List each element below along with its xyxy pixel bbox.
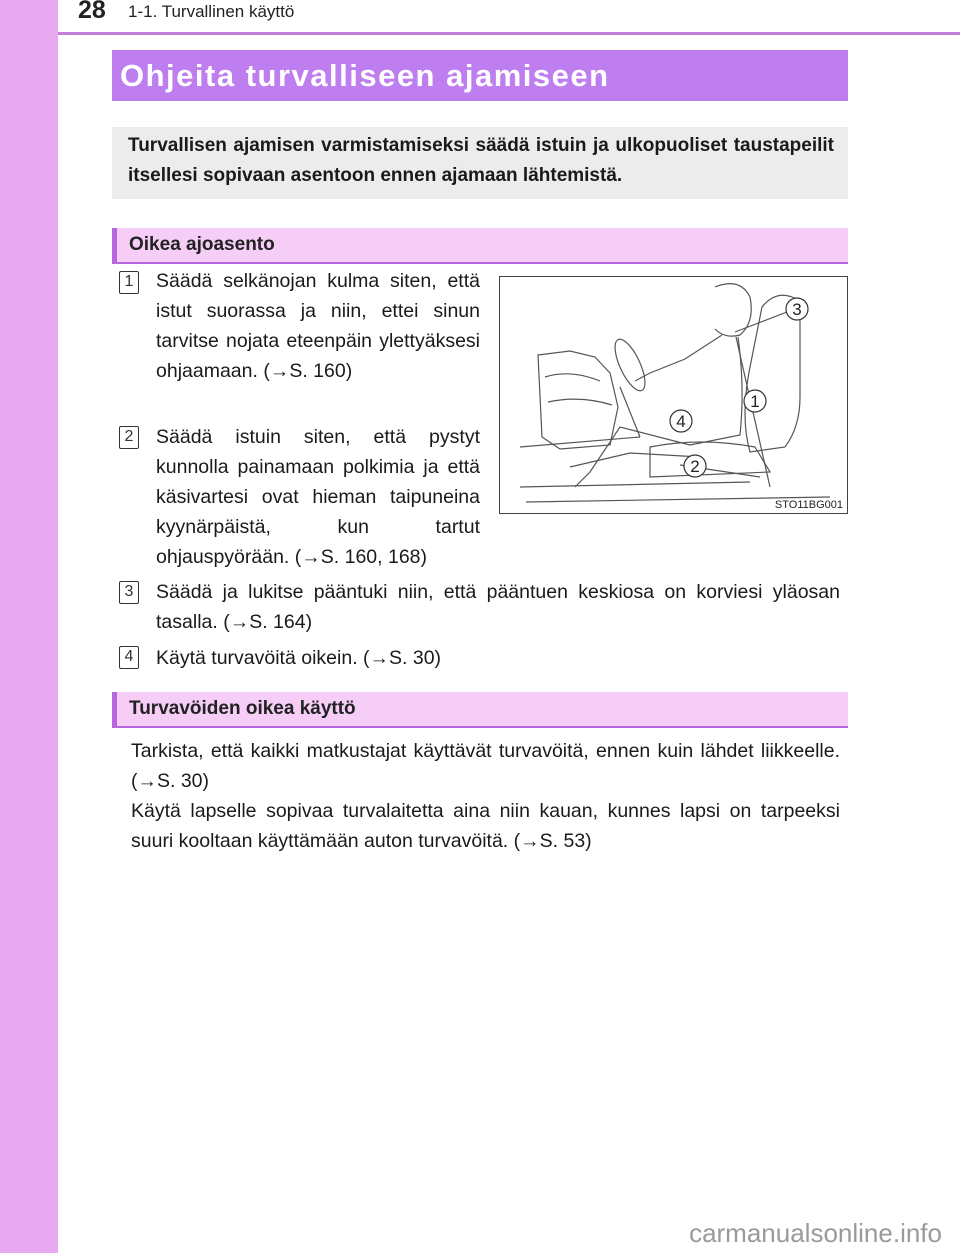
- figure-code: STO11BG001: [774, 499, 843, 511]
- seat-cushion: [650, 442, 770, 477]
- item-number-2: 2: [119, 426, 139, 449]
- driver-arm: [635, 335, 722, 381]
- item-number-1: 1: [119, 271, 139, 294]
- callout-2: 2: [690, 457, 700, 476]
- item-number-3: 3: [119, 581, 139, 604]
- intro-box: Turvallisen ajamisen varmistamiseksi säädä istuin ja ulkopuoliset taustapeilit itsellesi sopivaan asentoon ennen ajamaan lähtemistä.: [112, 127, 848, 199]
- item-text-4: Käytä turvavöitä oikein. (→S. 30): [156, 647, 442, 669]
- paragraph-child-restraint: Käytä lapselle sopivaa turvalaitetta aina niin kauan, kunnes lapsi on tarpeeksi suuri kooltaan käyttämään auton turvavöitä. (→S. 53): [131, 800, 840, 852]
- side-bar: [0, 0, 58, 1253]
- watermark: carmanualsonline.info: [689, 1218, 942, 1248]
- item-text-2: Säädä istuin siten, että pystyt kunnolla painamaan polkimia ja että käsivartesi ovat hieman taipuneina kyynärpäistä, kun tartut ohjauspyörään. (→S. 160, 168): [156, 426, 480, 568]
- driver-leg: [575, 427, 690, 487]
- dashboard-line: [545, 374, 600, 381]
- header-rule: [58, 32, 960, 35]
- item-text-3: Säädä ja lukitse pääntuki niin, että pääntuen keskiosa on korviesi yläosan tasalla. (→S. 164): [156, 581, 840, 633]
- item-number-4: 4: [119, 646, 139, 669]
- driving-position-figure: [499, 276, 848, 514]
- chapter-title: 1-1. Turvallinen käyttö: [128, 2, 295, 21]
- paragraph-seatbelt-check: Tarkista, että kaikki matkustajat käyttävät turvavöitä, ennen kuin lähdet liikkeelle. (→S. 30): [131, 740, 840, 792]
- steering-wheel: [609, 335, 651, 394]
- item-text-1: Säädä selkänojan kulma siten, että istut suorassa ja niin, ettei sinun tarvitse nojata eteenpäin ylettyäksesi ohjaamaan. (→S. 160): [156, 270, 480, 382]
- dashboard-shape: [538, 351, 618, 449]
- callout-4: 4: [676, 412, 686, 431]
- callout-1: 1: [750, 392, 760, 411]
- section-heading-seatbelt-use: Turvavöiden oikea käyttö: [112, 692, 848, 726]
- page-number: 28: [78, 0, 106, 24]
- driver-torso: [690, 337, 742, 445]
- page-title: Ohjeita turvalliseen ajamiseen: [112, 50, 848, 101]
- driver-seat-illustration: [500, 277, 847, 513]
- callout-3: 3: [792, 300, 802, 319]
- section-heading-driving-position: Oikea ajoasento: [112, 228, 848, 262]
